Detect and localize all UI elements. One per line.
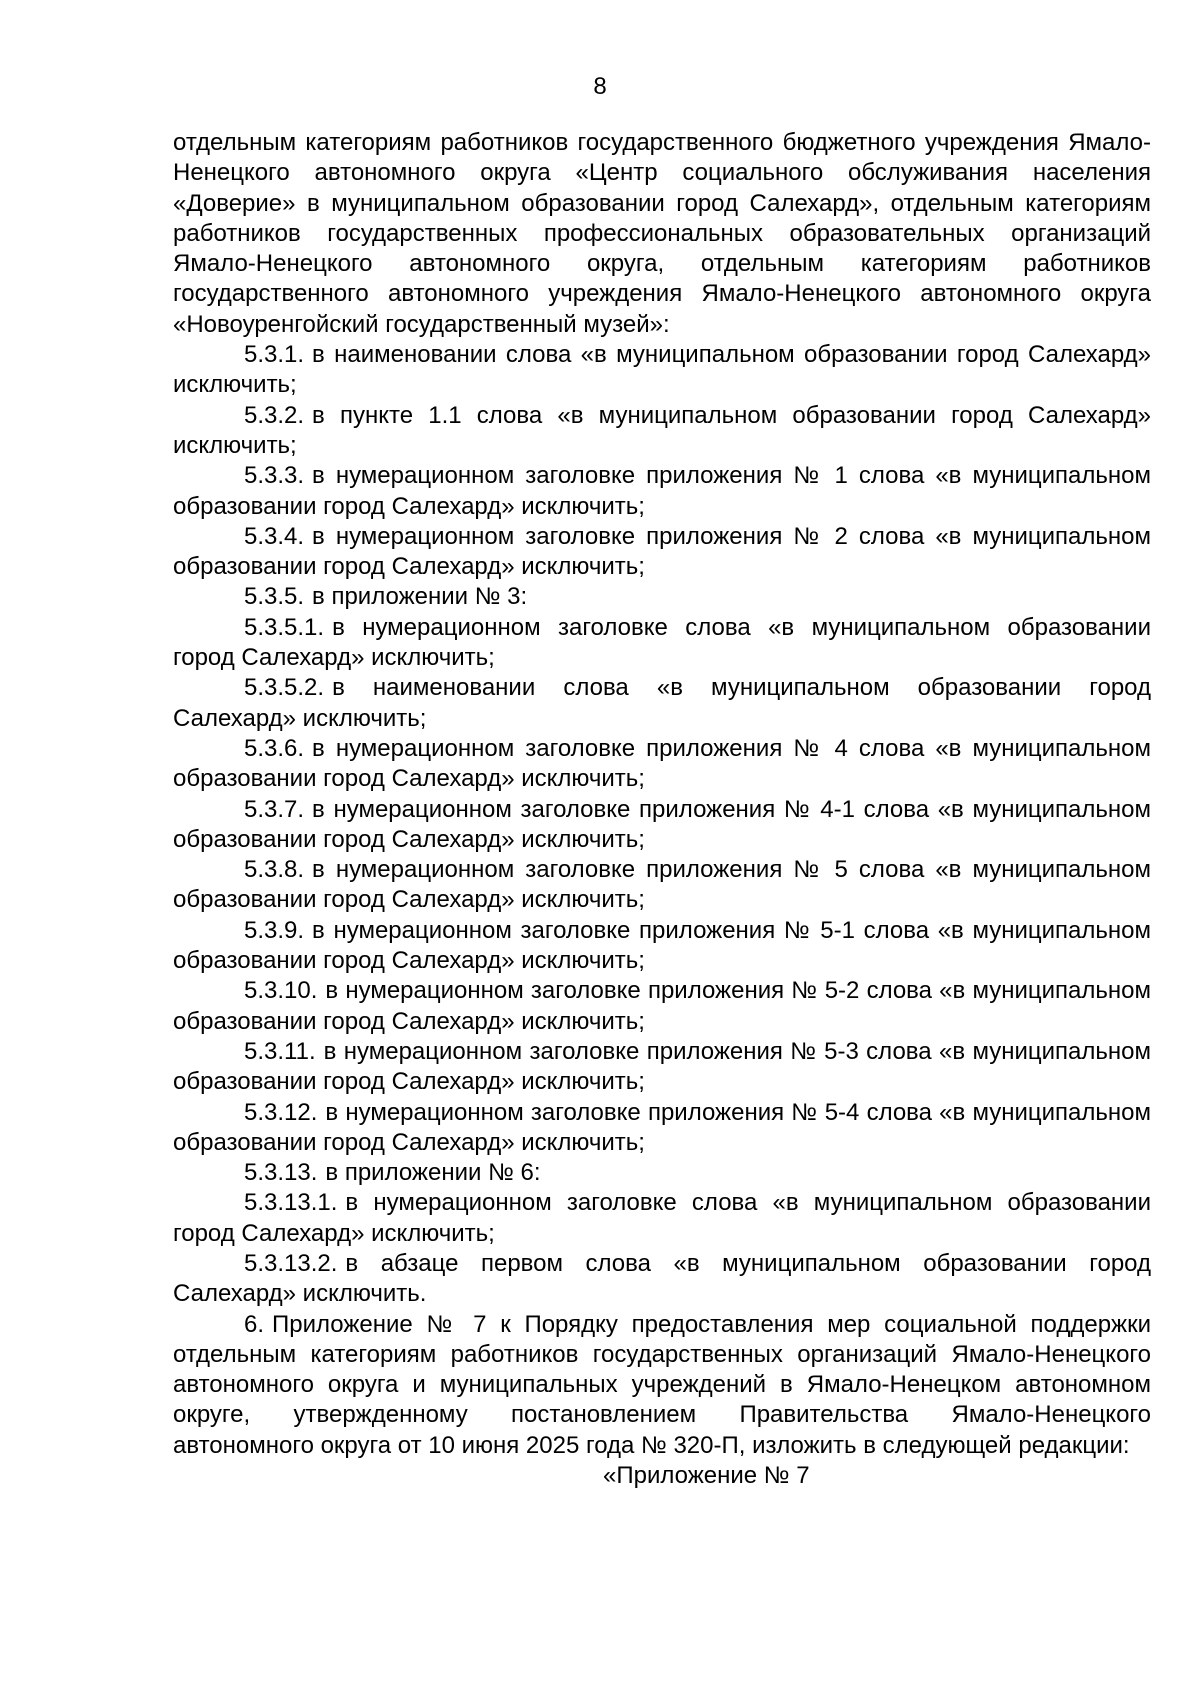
paragraph-5-3-7 (173, 795, 1151, 856)
paragraph-5-3-5-1 (173, 613, 1151, 674)
paragraph-5-3-2 (173, 401, 1151, 462)
paragraph-number: 5.3.1. (244, 341, 305, 369)
appendix-heading: «Приложение № 7 (603, 1462, 810, 1490)
paragraph-text: отдельным категориям работников государственного бюджетного учреждения Ямало-Ненецкого автономного округа «Центр социального обслуживания населения «Доверие» в муниципальном образовании город Салехард», отдельным категориям работников государственных профессиональных образовательных организаций Ямало-Ненецкого автономного округа, отдельным категориям работников государственного автономного учреждения Ямало-Ненецкого автономного округа «Новоуренгойский государственный музей»: (173, 129, 1151, 338)
paragraph-number: 6. (244, 1310, 265, 1338)
paragraph-5-3-11 (173, 1037, 1151, 1098)
paragraph-text: в пункте 1.1 слова «в муниципальном образовании город Салехард» исключить; (173, 401, 1151, 459)
paragraph-number: 5.3.13. (244, 1159, 318, 1187)
paragraph-text: в нумерационном заголовке приложения № 5-2 слова «в муниципальном образовании город Салехард» исключить; (173, 977, 1151, 1035)
paragraph-number: 5.3.12. (244, 1098, 318, 1126)
paragraph-text: в наименовании слова «в муниципальном образовании город Салехард» исключить; (173, 674, 1151, 732)
page-number: 8 (593, 73, 607, 100)
paragraph-text: в нумерационном заголовке приложения № 5 слова «в муниципальном образовании город Салехард» исключить; (173, 856, 1151, 914)
paragraph-text: в нумерационном заголовке приложения № 4 слова «в муниципальном образовании город Салехард» исключить; (173, 734, 1151, 793)
paragraph-number: 5.3.5. (244, 583, 305, 611)
paragraph-5-3-6 (173, 734, 1151, 795)
paragraph-text: в наименовании слова «в муниципальном образовании город Салехард» исключить; (173, 341, 1151, 399)
paragraph-5-3-10 (173, 976, 1151, 1037)
document-body (173, 128, 1151, 1491)
paragraph-text: в нумерационном заголовке приложения № 1 слова «в муниципальном образовании город Салехард» исключить; (173, 462, 1151, 520)
paragraph-number: 5.3.3. (244, 462, 305, 490)
paragraph-6 (173, 1310, 1151, 1461)
paragraph-5-3-8 (173, 855, 1151, 916)
paragraph-5-3-9 (173, 916, 1151, 977)
paragraph-5-3-3 (173, 461, 1151, 522)
paragraph-5-3-5-2 (173, 673, 1151, 734)
paragraph-text: в нумерационном заголовке приложения № 5-1 слова «в муниципальном образовании город Салехард» исключить; (173, 916, 1151, 975)
paragraph-number: 5.3.4. (244, 522, 305, 550)
paragraph-number: 5.3.11. (244, 1037, 316, 1065)
paragraph-5-3-1 (173, 340, 1151, 401)
paragraph-5-3-13-1 (173, 1188, 1151, 1249)
paragraph-text: в нумерационном заголовке приложения № 5-4 слова «в муниципальном образовании город Салехард» исключить; (173, 1098, 1151, 1156)
paragraph-number: 5.3.5.1. (244, 613, 325, 641)
paragraph-number: 5.3.2. (244, 401, 305, 429)
paragraph-number: 5.3.8. (244, 856, 305, 884)
paragraph-intro (173, 128, 1151, 340)
paragraph-5-3-13-2 (173, 1249, 1151, 1310)
paragraph-text: в приложении № 6: (325, 1159, 541, 1187)
paragraph-number: 5.3.6. (244, 734, 305, 762)
paragraph-number: 5.3.13.1. (244, 1189, 338, 1217)
paragraph-number: 5.3.13.2. (244, 1249, 338, 1277)
paragraph-text: в нумерационном заголовке слова «в муниципальном образовании город Салехард» исключить; (173, 1189, 1151, 1247)
paragraph-5-3-4 (173, 522, 1151, 583)
paragraph-number: 5.3.7. (244, 795, 305, 823)
paragraph-number: 5.3.5.2. (244, 674, 325, 702)
paragraph-number: 5.3.10. (244, 977, 318, 1005)
paragraph-text: Приложение № 7 к Порядку предоставления мер социальной поддержки отдельным категориям работников государственных организаций Ямало-Ненецкого автономного округа и муниципальных учреждений в Ямало-Ненецком автономном округе, утвержденному постановлением Правительства Ямало-Ненецкого автономного округа от 10 июня 2025 года № 320-П, изложить в следующей редакции: (173, 1310, 1151, 1459)
paragraph-5-3-13 (173, 1158, 1151, 1188)
paragraph-text: в нумерационном заголовке слова «в муниципальном образовании город Салехард» исключить; (173, 613, 1151, 672)
paragraph-text: в нумерационном заголовке приложения № 2 слова «в муниципальном образовании город Салехард» исключить; (173, 522, 1151, 581)
paragraph-text: в нумерационном заголовке приложения № 4-1 слова «в муниципальном образовании город Салехард» исключить; (173, 795, 1151, 853)
paragraph-number: 5.3.9. (244, 916, 305, 944)
paragraph-text: в абзаце первом слова «в муниципальном образовании город Салехард» исключить. (173, 1249, 1151, 1308)
paragraph-text: в нумерационном заголовке приложения № 5-3 слова «в муниципальном образовании город Салехард» исключить; (173, 1037, 1151, 1096)
paragraph-5-3-12 (173, 1098, 1151, 1159)
paragraph-text: в приложении № 3: (312, 583, 528, 611)
paragraph-5-3-5 (173, 582, 1151, 612)
